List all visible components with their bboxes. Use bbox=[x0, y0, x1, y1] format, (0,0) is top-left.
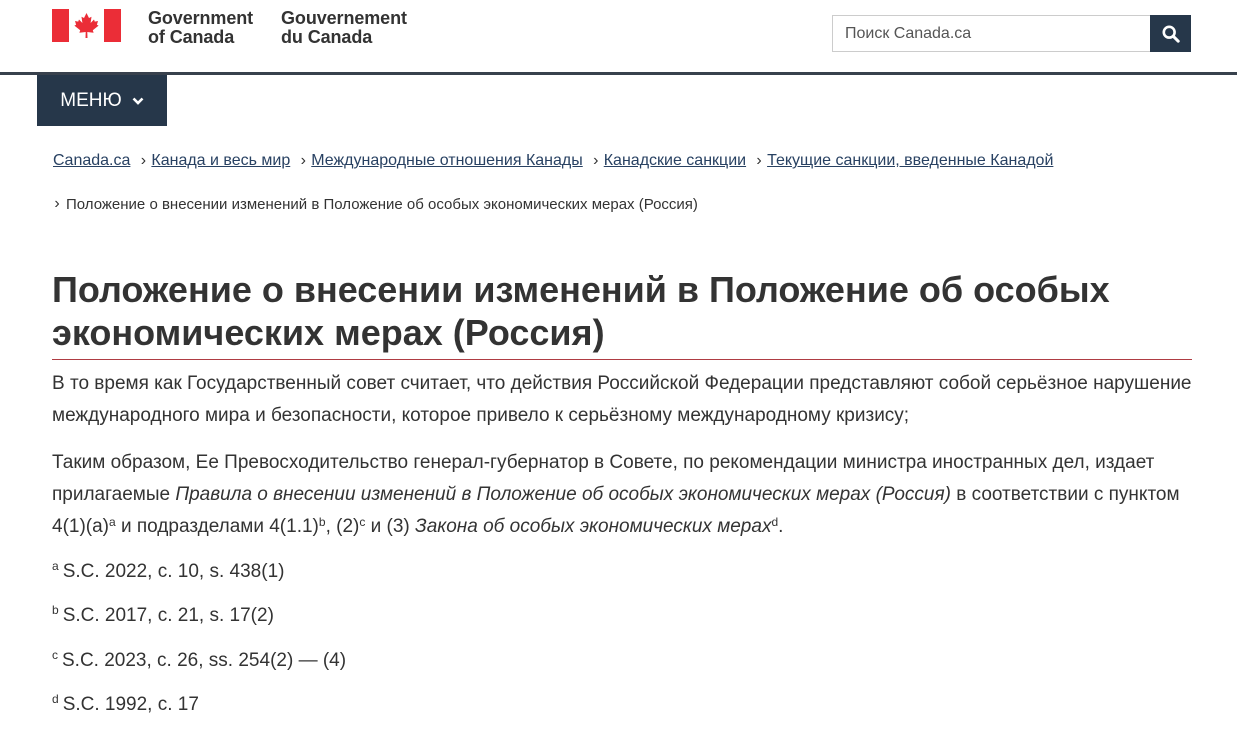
site-header bbox=[0, 0, 1237, 75]
breadcrumb bbox=[53, 150, 1203, 215]
footnote-mark: a bbox=[52, 559, 59, 573]
footnote-mark: b bbox=[52, 603, 59, 617]
breadcrumb-link-canada-ca[interactable]: Canada.ca bbox=[53, 152, 131, 169]
main-content bbox=[52, 368, 1192, 543]
signature-english bbox=[148, 9, 253, 47]
footnote-text: S.C. 2017, c. 21, s. 17(2) bbox=[62, 605, 274, 626]
menu-label: МЕНЮ bbox=[60, 89, 122, 111]
signature-fr-line2: du Canada bbox=[281, 27, 373, 47]
footnote-item bbox=[52, 560, 284, 584]
signature-fr-line1: Gouvernement bbox=[281, 8, 407, 28]
footnote-item bbox=[52, 604, 274, 628]
footnote-ref-b[interactable]: b bbox=[318, 515, 326, 529]
search-icon bbox=[1162, 25, 1180, 43]
footnote-mark: c bbox=[52, 648, 58, 662]
preamble-paragraph: В то время как Государственный совет считает, что действия Российской Федерации представляют собой серьёзное нарушение международного мира и безопасности, которое привело к серьёзному международному кризису; bbox=[52, 373, 1192, 426]
breadcrumb-link-canada-and-world[interactable]: Канада и весь мир bbox=[151, 152, 291, 169]
canada-flag-icon bbox=[52, 9, 121, 42]
breadcrumb-current-page: Положение о внесении изменений в Положение об особых экономических мерах (Россия) bbox=[66, 195, 698, 213]
search-button[interactable] bbox=[1150, 15, 1191, 52]
government-signature bbox=[148, 9, 407, 47]
chevron-right-icon: › bbox=[593, 152, 599, 169]
enacting-text: , (2) bbox=[325, 516, 360, 537]
chevron-right-icon: › bbox=[300, 152, 306, 169]
page-title: Положение о внесении изменений в Положение об особых экономических мерах (Россия) bbox=[52, 268, 1192, 360]
signature-french bbox=[281, 9, 407, 47]
enacting-text: . bbox=[778, 516, 784, 537]
chevron-down-icon bbox=[132, 97, 144, 105]
footnote-ref-d[interactable]: d bbox=[771, 515, 779, 529]
act-title: Закона об особых экономических мерах bbox=[415, 516, 772, 537]
footnote-mark: d bbox=[52, 692, 59, 706]
chevron-right-icon: › bbox=[140, 152, 147, 169]
footnote-ref-a[interactable]: a bbox=[109, 515, 116, 529]
signature-en-line2: of Canada bbox=[148, 27, 235, 47]
signature-en-line1: Government bbox=[148, 8, 254, 28]
chevron-right-icon: › bbox=[54, 195, 60, 212]
government-of-canada-logo[interactable] bbox=[52, 9, 407, 47]
chevron-right-icon: › bbox=[756, 152, 762, 169]
enacting-text: и подразделами 4(1.1) bbox=[115, 516, 319, 537]
enacting-paragraph bbox=[52, 447, 1192, 543]
enacting-text: в соответствии с пунктом 4(1)(a) bbox=[52, 484, 1180, 537]
footnote-item bbox=[52, 649, 346, 673]
search-input[interactable] bbox=[832, 15, 1150, 52]
breadcrumb-link-canadian-sanctions[interactable]: Канадские санкции bbox=[603, 152, 747, 169]
footnote-text: S.C. 1992, c. 17 bbox=[62, 694, 199, 715]
breadcrumb-row bbox=[53, 193, 1203, 215]
menu-button[interactable] bbox=[37, 75, 167, 126]
footnote-ref-c[interactable]: c bbox=[359, 515, 366, 529]
enacting-text: Таким образом, Ее Превосходительство генерал-губернатор в Совете, по рекомендации министра иностранных дел, издает прилагаемые bbox=[52, 452, 1155, 505]
regulations-title: Правила о внесении изменений в Положение об особых экономических мерах (Россия) bbox=[175, 484, 951, 505]
breadcrumb-link-international-relations[interactable]: Международные отношения Канады bbox=[311, 152, 583, 169]
breadcrumb-link-current-sanctions[interactable]: Текущие санкции, введенные Канадой bbox=[767, 152, 1054, 169]
footnote-text: S.C. 2023, c. 26, ss. 254(2) — (4) bbox=[62, 650, 347, 671]
search-form bbox=[832, 15, 1191, 52]
footnote-text: S.C. 2022, c. 10, s. 438(1) bbox=[62, 561, 285, 582]
footnote-item bbox=[52, 693, 199, 717]
enacting-text: и (3) bbox=[365, 516, 416, 537]
breadcrumb-row bbox=[53, 150, 1203, 172]
